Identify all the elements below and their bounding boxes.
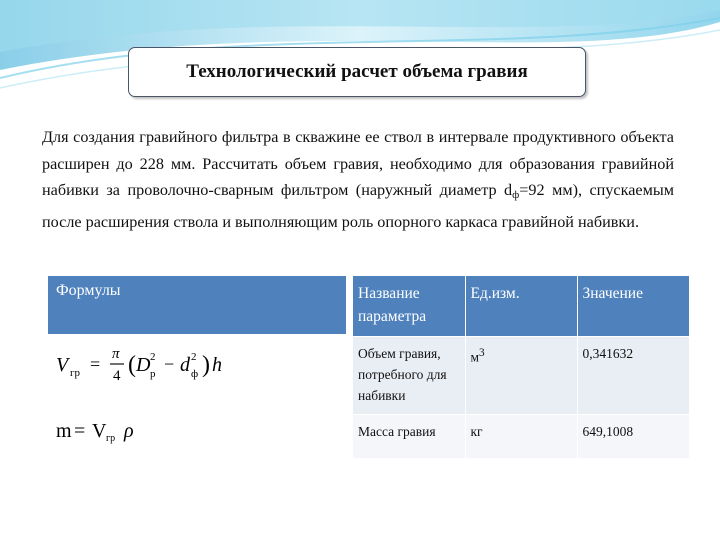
formula2-v: V bbox=[92, 420, 107, 442]
slide-title: Технологический расчет объема гравия bbox=[186, 61, 528, 82]
formula-volume-svg bbox=[56, 340, 256, 388]
formula-v: V bbox=[56, 354, 69, 376]
formula-d: d bbox=[180, 354, 190, 376]
formula-D-sub: р bbox=[150, 368, 156, 380]
formula2-v-sub: гр bbox=[106, 433, 116, 444]
formula-m: m bbox=[56, 420, 72, 442]
table-row bbox=[353, 414, 689, 458]
problem-text-start: Для создания гравийного фильтра в скважине ее ствол в интервале продуктивного объекта расширен до 228 мм. Рассчитать объем гравия, необходимо для образования гравийной набивки за проволочно-сварным фильтром (наружный диаметр d bbox=[42, 128, 674, 199]
formula-gravel-mass bbox=[56, 415, 196, 452]
cell-unit-volume bbox=[465, 336, 577, 414]
table-header-row bbox=[353, 276, 689, 336]
header-parameter-name: Название параметра bbox=[353, 276, 465, 336]
formula-open-paren: ( bbox=[128, 352, 136, 378]
formula-equals: = bbox=[90, 354, 101, 374]
problem-text-end: =92 мм), спускаемым после расширения ствола и выполняющим роль опорного каркаса гравийной набивки. bbox=[42, 181, 674, 231]
formulas-header-label: Формулы bbox=[56, 282, 121, 299]
formula-close-paren: ) bbox=[202, 352, 210, 378]
formula-mass-svg bbox=[56, 415, 196, 447]
cell-value-mass: 649,1008 bbox=[577, 414, 689, 458]
formula2-equals: = bbox=[74, 420, 86, 442]
parameters-table bbox=[353, 276, 689, 458]
table-row bbox=[353, 336, 689, 414]
formula-four: 4 bbox=[113, 368, 121, 384]
slide-title-box bbox=[128, 47, 586, 97]
problem-subscript: ф bbox=[512, 189, 520, 201]
header-value: Значение bbox=[577, 276, 689, 336]
cell-param-volume: Объем гравия, потребного для набивки bbox=[353, 336, 465, 414]
formula-D: D bbox=[136, 354, 151, 376]
formula-v-sub: гр bbox=[70, 367, 81, 379]
unit-superscript: 3 bbox=[479, 346, 485, 359]
formula-d-sub: ф bbox=[191, 368, 199, 380]
formula-gravel-volume bbox=[56, 340, 256, 393]
problem-statement bbox=[42, 124, 674, 235]
formula-d-sup: 2 bbox=[191, 351, 197, 363]
formula-minus: − bbox=[164, 354, 175, 374]
unit-text: м bbox=[470, 349, 480, 364]
formula2-rho: ρ bbox=[124, 420, 134, 442]
cell-unit-mass: кг bbox=[465, 414, 577, 458]
cell-value-volume: 0,341632 bbox=[577, 336, 689, 414]
header-unit: Ед.изм. bbox=[465, 276, 577, 336]
formula-pi: π bbox=[112, 346, 120, 362]
formulas-header bbox=[48, 276, 346, 334]
formula-D-sup: 2 bbox=[150, 351, 156, 363]
cell-param-mass: Масса гравия bbox=[353, 414, 465, 458]
formula-h: h bbox=[212, 354, 222, 376]
